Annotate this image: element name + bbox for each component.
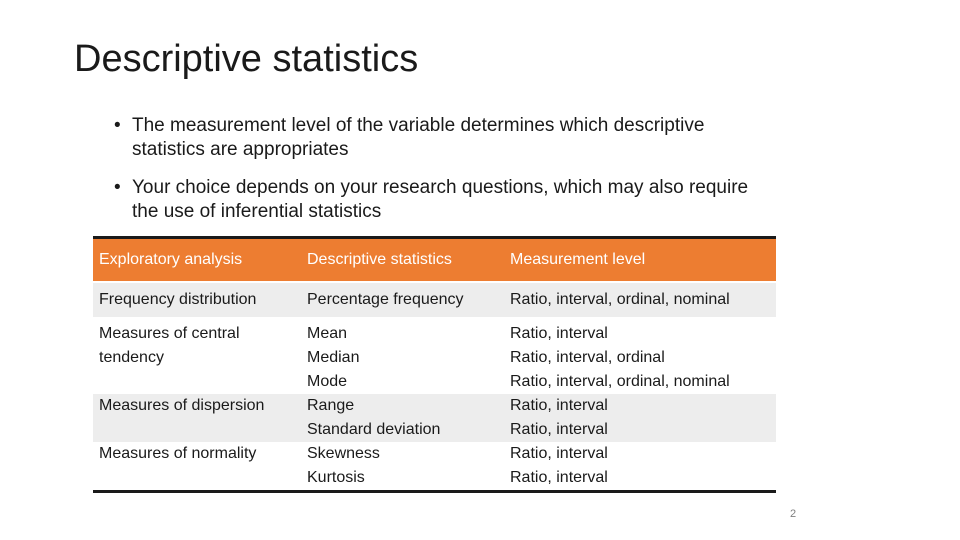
cell-level	[504, 442, 776, 492]
cell-text: Standard deviation	[307, 421, 441, 438]
cell-text: Mean	[307, 325, 348, 342]
table-row	[93, 442, 776, 492]
bullet-item	[114, 114, 754, 162]
cell-text: Range	[307, 397, 355, 414]
cell-text: Skewness	[307, 445, 380, 462]
cell-level	[504, 317, 776, 394]
cell-statistics	[301, 442, 504, 492]
cell-text: Ratio, interval	[510, 397, 608, 414]
cell-text: Ratio, interval	[510, 445, 608, 462]
bullet-dot-icon: •	[114, 177, 121, 198]
header-exploratory-analysis: Exploratory analysis	[93, 238, 301, 283]
cell-analysis	[93, 442, 301, 492]
cell-text: Frequency distribution	[99, 291, 257, 308]
cell-text: tendency	[99, 349, 164, 366]
cell-statistics	[301, 317, 504, 394]
cell-level	[504, 394, 776, 442]
cell-statistics	[301, 394, 504, 442]
table-row	[93, 394, 776, 442]
cell-text: Measures of dispersion	[99, 397, 265, 414]
cell-analysis	[93, 282, 301, 317]
page-number: 2	[790, 508, 797, 520]
cell-statistics	[301, 282, 504, 317]
cell-text: Mode	[307, 373, 348, 390]
cell-text: Ratio, interval, ordinal, nominal	[510, 373, 730, 390]
cell-analysis	[93, 394, 301, 442]
cell-text: Measures of central	[99, 325, 240, 342]
header-descriptive-statistics: Descriptive statistics	[301, 238, 504, 283]
bullet-dot-icon: •	[114, 115, 121, 136]
statistics-table-container	[93, 236, 776, 493]
cell-text: Measures of normality	[99, 445, 257, 462]
slide-title: Descriptive statistics	[74, 38, 419, 80]
header-measurement-level: Measurement level	[504, 238, 776, 283]
cell-text: Ratio, interval	[510, 325, 608, 342]
cell-text: Median	[307, 349, 360, 366]
table-header-row	[93, 238, 776, 283]
cell-analysis	[93, 317, 301, 394]
table-row	[93, 282, 776, 317]
cell-text: Kurtosis	[307, 469, 365, 486]
cell-text: Percentage frequency	[307, 291, 464, 308]
statistics-table	[93, 236, 776, 493]
bullet-list	[114, 114, 754, 238]
cell-level	[504, 282, 776, 317]
bullet-text: The measurement level of the variable determines which descriptive statistics are appropriates	[132, 115, 705, 160]
cell-text: Ratio, interval, ordinal, nominal	[510, 291, 730, 308]
table-row	[93, 317, 776, 394]
cell-text: Ratio, interval, ordinal	[510, 349, 665, 366]
bullet-text: Your choice depends on your research questions, which may also require the use of inferential statistics	[132, 177, 749, 222]
bullet-item	[114, 176, 754, 224]
cell-text: Ratio, interval	[510, 421, 608, 438]
cell-text: Ratio, interval	[510, 469, 608, 486]
